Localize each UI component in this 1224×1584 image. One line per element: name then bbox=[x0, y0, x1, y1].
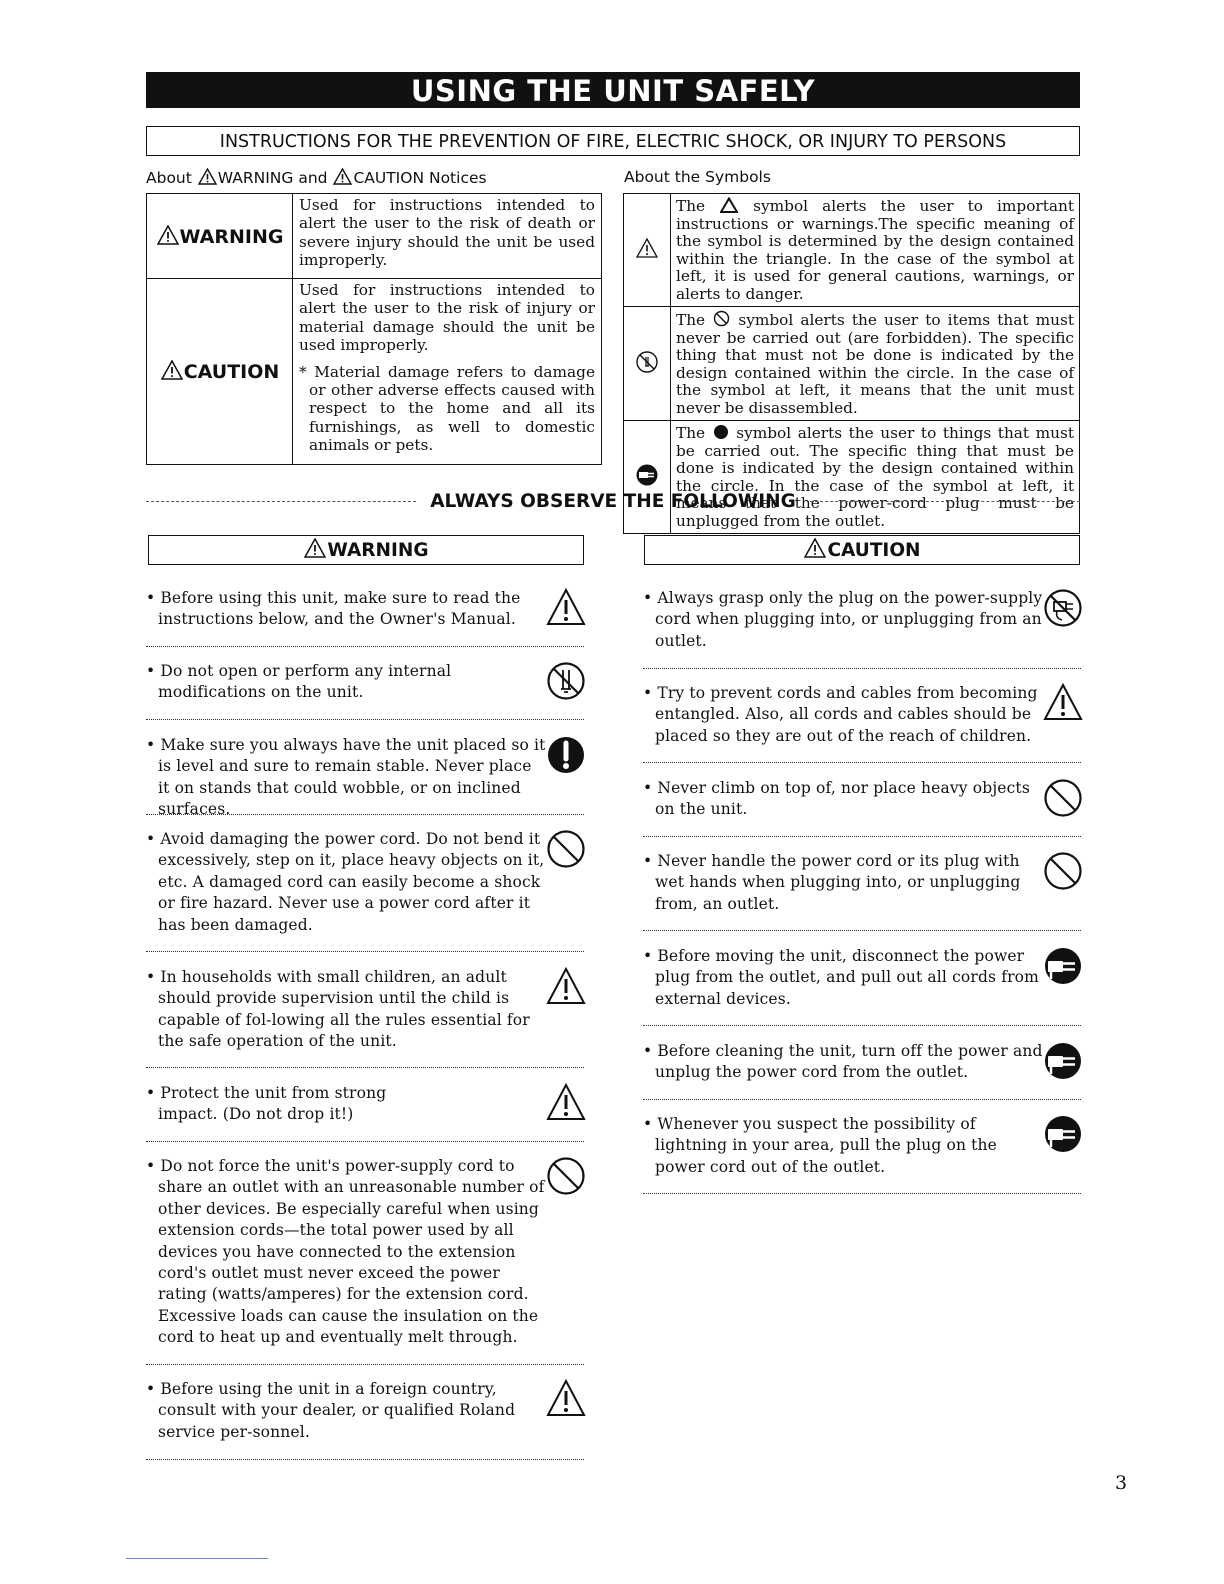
caution-item: • Try to prevent cords and cables from becoming entangled. Also, all cords and cables should be placed so they are out of the reach of children. bbox=[643, 683, 1083, 747]
unplug-icon bbox=[1043, 1041, 1083, 1081]
caution-triangle-icon bbox=[546, 1083, 586, 1121]
mandatory-exclamation-icon-wrapper bbox=[546, 735, 586, 779]
dotted-separator bbox=[643, 836, 1081, 837]
warning-item: • Before using this unit, make sure to read the instructions below, and the Owner's Manual. bbox=[146, 588, 586, 631]
page-title: USING THE UNIT SAFELY bbox=[146, 72, 1080, 108]
caution-triangle-icon-wrapper bbox=[546, 588, 586, 630]
about-notices-label: About WARNING and CAUTION Notices bbox=[146, 169, 487, 187]
caution-triangle-icon-wrapper bbox=[546, 1379, 586, 1421]
caution-item: • Never climb on top of, nor place heavy objects on the unit. bbox=[643, 778, 1083, 821]
dotted-separator bbox=[146, 1067, 584, 1068]
warning-item: • Do not open or perform any internal modifications on the unit. bbox=[146, 661, 586, 704]
mandatory-exclamation-icon bbox=[546, 735, 586, 775]
always-observe-divider bbox=[146, 490, 1080, 512]
caution-triangle-icon bbox=[157, 225, 179, 245]
caution-triangle-icon-wrapper bbox=[1043, 683, 1083, 725]
symbol-required-cell bbox=[624, 421, 671, 534]
page-number: 3 bbox=[1115, 1472, 1128, 1494]
symbols-table bbox=[623, 193, 1080, 534]
dotted-separator bbox=[146, 1364, 584, 1365]
caution-triangle-icon bbox=[161, 360, 183, 380]
notices-table bbox=[146, 193, 602, 465]
warning-item: • Avoid damaging the power cord. Do not bend it excessively, step on it, place heavy objects on it, etc. A damaged cord can easily become a shock or fire hazard. Never use a power cord after it has been damaged. bbox=[146, 829, 586, 936]
caution-item: • Always grasp only the plug on the power-supply cord when plugging into, or unplugging from an outlet. bbox=[643, 588, 1083, 652]
caution-description: Used for instructions intended to alert the user to the risk of injury or material damage should the unit be used improperly. * Material damage refers to damage or other adverse effects caused with respect to the home and all its furnishings, as well to domestic animals or pets. bbox=[293, 279, 602, 465]
dotted-separator bbox=[643, 930, 1081, 931]
divider-line bbox=[810, 501, 1080, 502]
warning-label-cell: WARNING bbox=[147, 194, 293, 279]
no-pull-cord-icon bbox=[1043, 588, 1083, 628]
dotted-separator bbox=[146, 719, 584, 720]
about-symbols-label: About the Symbols bbox=[624, 168, 771, 186]
subtitle: INSTRUCTIONS FOR THE PREVENTION OF FIRE, ELECTRIC SHOCK, OR INJURY TO PERSONS bbox=[146, 126, 1080, 156]
prohibited-icon bbox=[546, 829, 586, 869]
unplug-icon bbox=[1043, 1114, 1083, 1154]
prohibited-icon-wrapper bbox=[1043, 778, 1083, 822]
dotted-separator bbox=[146, 814, 584, 815]
caution-item: • Before cleaning the unit, turn off the power and unplug the power cord from the outlet. bbox=[643, 1041, 1083, 1084]
divider-line bbox=[146, 501, 416, 502]
warning-column-heading: WARNING bbox=[148, 535, 584, 565]
caution-triangle-icon bbox=[198, 168, 217, 185]
caution-triangle-icon bbox=[333, 168, 352, 185]
dotted-separator bbox=[643, 668, 1081, 669]
prohibited-icon-wrapper bbox=[1043, 851, 1083, 895]
dotted-separator bbox=[146, 1459, 584, 1460]
symbol-triangle-cell bbox=[624, 194, 671, 307]
caution-triangle-icon bbox=[304, 538, 326, 558]
prohibited-icon-wrapper bbox=[546, 829, 586, 873]
dotted-separator bbox=[643, 1193, 1081, 1194]
warning-item: • Before using the unit in a foreign country, consult with your dealer, or qualified Roland service per-sonnel. bbox=[146, 1379, 586, 1443]
dotted-separator bbox=[146, 1141, 584, 1142]
warning-item: • Protect the unit from strong impact. (Do not drop it!) bbox=[146, 1083, 586, 1126]
caution-item: • Before moving the unit, disconnect the power plug from the outlet, and pull out all cords from external devices. bbox=[643, 946, 1083, 1010]
no-pull-cord-icon-wrapper bbox=[1043, 588, 1083, 632]
warning-item: • In households with small children, an adult should provide supervision until the child is capable of fol-lowing all the rules essential for the safe operation of the unit. bbox=[146, 967, 586, 1053]
caution-footnote: * Material damage refers to damage or other adverse effects caused with respect to the home and all its furnishings, as well to domestic animals or pets. bbox=[299, 362, 595, 455]
triangle-icon bbox=[720, 197, 738, 213]
caution-triangle-icon bbox=[636, 238, 658, 258]
unplug-icon bbox=[635, 463, 659, 487]
caution-label-cell: CAUTION bbox=[147, 279, 293, 465]
footer-line bbox=[126, 1558, 268, 1559]
unplug-icon-wrapper bbox=[1043, 1114, 1083, 1158]
unplug-icon-wrapper bbox=[1043, 946, 1083, 990]
dotted-separator bbox=[146, 646, 584, 647]
filled-circle-icon bbox=[713, 424, 729, 440]
symbol-triangle-text: The symbol alerts the user to important instructions or warnings.The specific meaning of the symbol is determined by the design contained within the triangle. In the case of the symbol at left, it is used for general cautions, warnings, or alerts to danger. bbox=[671, 194, 1080, 307]
caution-column-heading: CAUTION bbox=[644, 535, 1080, 565]
unplug-icon bbox=[1043, 946, 1083, 986]
unplug-icon-wrapper bbox=[1043, 1041, 1083, 1085]
caution-triangle-icon bbox=[546, 588, 586, 626]
prohibited-icon bbox=[713, 310, 730, 327]
caution-triangle-icon-wrapper bbox=[546, 1083, 586, 1125]
prohibited-icon-wrapper bbox=[546, 1156, 586, 1200]
prohibited-icon bbox=[1043, 778, 1083, 818]
prohibited-icon bbox=[546, 1156, 586, 1196]
caution-triangle-icon bbox=[546, 967, 586, 1005]
dotted-separator bbox=[643, 1025, 1081, 1026]
symbol-required-text: The symbol alerts the user to things that must be carried out. The specific thing that must be done is indicated by the design contained within the circle. In the case of the symbol at left, it means that the power-cord plug must be unplugged from the outlet. bbox=[671, 421, 1080, 534]
dotted-separator bbox=[643, 762, 1081, 763]
no-disassembly-icon-wrapper bbox=[546, 661, 586, 705]
warning-item: • Make sure you always have the unit placed so it is level and sure to remain stable. Never place it on stands that could wobble, or on inclined surfaces. bbox=[146, 735, 586, 821]
caution-triangle-icon-wrapper bbox=[546, 967, 586, 1009]
prohibited-icon bbox=[1043, 851, 1083, 891]
caution-item: • Whenever you suspect the possibility of lightning in your area, pull the plug on the power cord out of the outlet. bbox=[643, 1114, 1083, 1178]
symbol-forbidden-text: The symbol alerts the user to items that must never be carried out (are forbidden). The specific thing that must not be done is indicated by the design contained within the circle. In the case of the symbol at left, it means that the unit must never be disassembled. bbox=[671, 307, 1080, 421]
caution-triangle-icon bbox=[804, 538, 826, 558]
no-disassembly-icon bbox=[546, 661, 586, 701]
always-observe-heading: ALWAYS OBSERVE THE FOLLOWING bbox=[430, 490, 796, 512]
caution-triangle-icon bbox=[546, 1379, 586, 1417]
dotted-separator bbox=[643, 1099, 1081, 1100]
warning-item: • Do not force the unit's power-supply cord to share an outlet with an unreasonable number of other devices. Be especially careful when using extension cords—the total power used by all devices you have connected to the extension cord's outlet must never exceed the power rating (watts/amperes) for the extension cord. Excessive loads can cause the insulation on the cord to heat up and eventually melt through. bbox=[146, 1156, 586, 1349]
caution-triangle-icon bbox=[1043, 683, 1083, 721]
dotted-separator bbox=[146, 951, 584, 952]
no-disassembly-icon bbox=[635, 350, 659, 374]
symbol-forbidden-cell bbox=[624, 307, 671, 421]
warning-description: Used for instructions intended to alert the user to the risk of death or severe injury should the unit be used improperly. bbox=[293, 194, 602, 279]
caution-item: • Never handle the power cord or its plug with wet hands when plugging into, or unplugging from, an outlet. bbox=[643, 851, 1083, 915]
